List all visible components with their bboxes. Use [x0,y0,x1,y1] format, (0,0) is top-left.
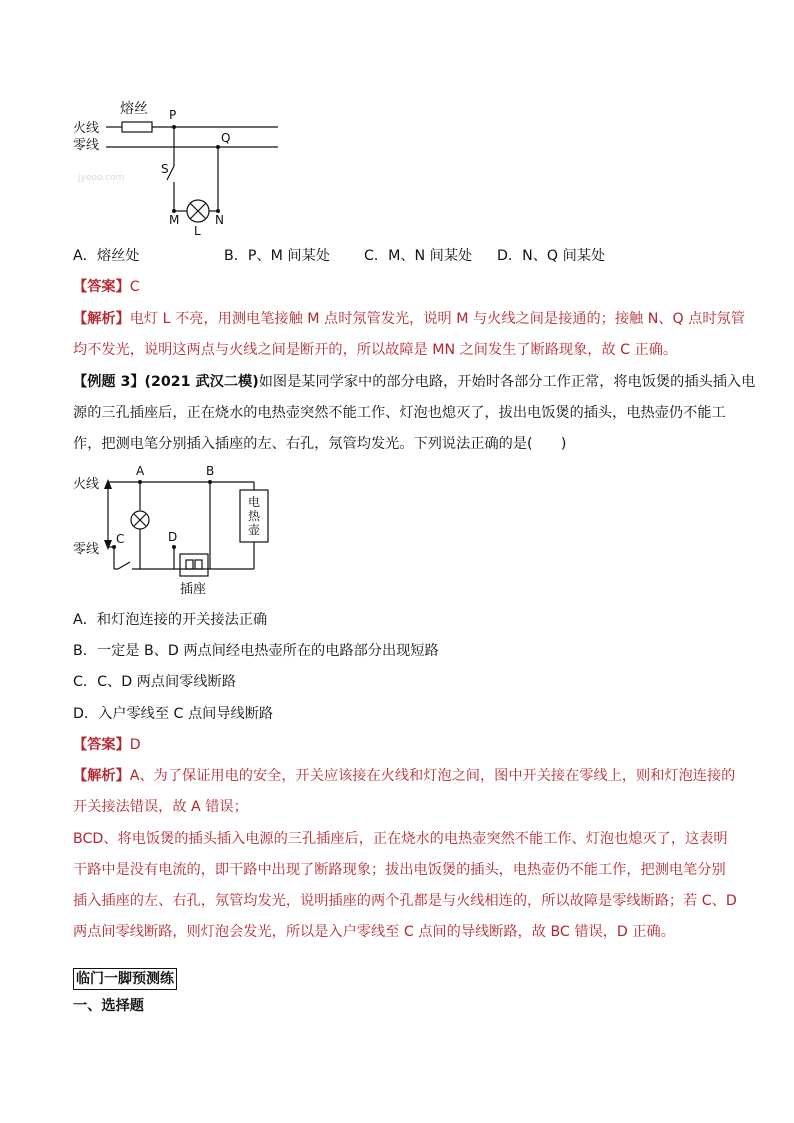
answer-label: 【答案】 [73,737,130,753]
q3-stem-line-2: 源的三孔插座后，正在烧水的电热壶突然不能工作、灯泡也熄灭了，拔出电饭煲的插头，电热壶仍不能工 [73,405,726,421]
question-label: 【例题 3】(2021 武汉二模) [73,374,259,390]
label-d: D [168,530,178,544]
circuit-diagram-1 [70,96,310,238]
section-boxed-title: 临门一脚预测练 [73,968,177,990]
q3-stem-line-1: 【例题 3】(2021 武汉二模)如图是某同学家中的部分电路，开始时各部分工作正常，将电饭煲的插头插入电 [73,374,756,390]
answer-value: C [129,279,140,295]
q3-analysis-line-2: 开关接法错误，故 A 错误； [73,799,248,815]
q3-option-d: D．入户零线至 C 点间导线断路 [73,706,274,722]
label-socket: 插座 [180,582,207,597]
q3-answer [73,735,723,755]
q3-stem-line-3: 作，把测电笔分别插入插座的左、右孔，氖管均发光。下列说法正确的是( ) [73,436,567,452]
label-b: B [206,464,215,478]
q3-analysis-line-3: BCD、将电饭煲的插头插入电源的三孔插座后，正在烧水的电热壶突然不能工作、灯泡也熄灭了，这表明 [73,831,728,847]
label-n: N [215,213,224,227]
label-neutral-wire-2: 零线 [73,542,100,557]
analysis-label: 【解析】 [73,311,130,327]
label-l: L [194,224,201,238]
label-m: M [169,213,180,227]
q2-option-d: D．N、Q 间某处 [497,248,606,264]
label-s: S [161,162,169,176]
answer-value: D [129,737,141,753]
q3-analysis-line-1: 【解析】A、为了保证用电的安全，开关应该接在火线和灯泡之间，图中开关接在零线上，则和灯泡连接的 [73,768,736,784]
q3-analysis-line-4: 干路中是没有电流的，即干路中出现了断路现象；拔出电饭煲的插头，电热壶仍不能工作，把测电笔分别 [73,862,726,878]
watermark: jyeoo.com [78,173,125,183]
q2-option-c: C．M、N 间某处 [364,248,473,264]
label-live-wire-2: 火线 [73,477,100,492]
q3-option-b: B．一定是 B、D 两点间经电热壶所在的电路部分出现短路 [73,643,439,659]
q2-analysis-line-1: 【解析】电灯 L 不亮，用测电笔接触 M 点时氖管发光，说明 M 与火线之间是接通的；接触 N、Q 点时氖管 [73,311,745,327]
label-a: A [136,464,145,478]
label-p: P [169,108,177,122]
label-kettle: 电 热 壶 [248,495,261,537]
label-live-wire: 火线 [73,121,100,136]
label-q: Q [221,131,231,145]
q2-option-a: A．熔丝处 [73,248,140,264]
q3-option-a: A．和灯泡连接的开关接法正确 [73,612,268,628]
circuit-diagram-2 [70,462,270,602]
label-fuse: 熔丝 [120,101,148,117]
q3-analysis-line-6: 两点间零线断路，则灯泡会发光，所以是入户零线至 C 点间的导线断路，故 BC 错误，D 正确。 [73,924,675,940]
answer-label: 【答案】 [73,279,130,295]
analysis-label: 【解析】 [73,768,130,784]
q2-analysis-line-2: 均不发光，说明这两点与火线之间是断开的，所以故障是 MN 之间发生了断路现象，故 C 正确。 [73,342,678,358]
q2-option-b: B．P、M 间某处 [224,248,330,264]
q2-answer [73,277,723,297]
label-c: C [116,532,125,546]
label-neutral-wire: 零线 [73,138,100,153]
q3-analysis-line-5: 插入插座的左、右孔，氖管均发光，说明插座的两个孔都是与火线相连的，所以故障是零线断路；若 C、D [73,893,737,909]
label-kettle-text: 电 [248,495,261,509]
q3-option-c: C．C、D 两点间零线断路 [73,674,236,690]
section-heading: 一、选择题 [73,998,144,1014]
